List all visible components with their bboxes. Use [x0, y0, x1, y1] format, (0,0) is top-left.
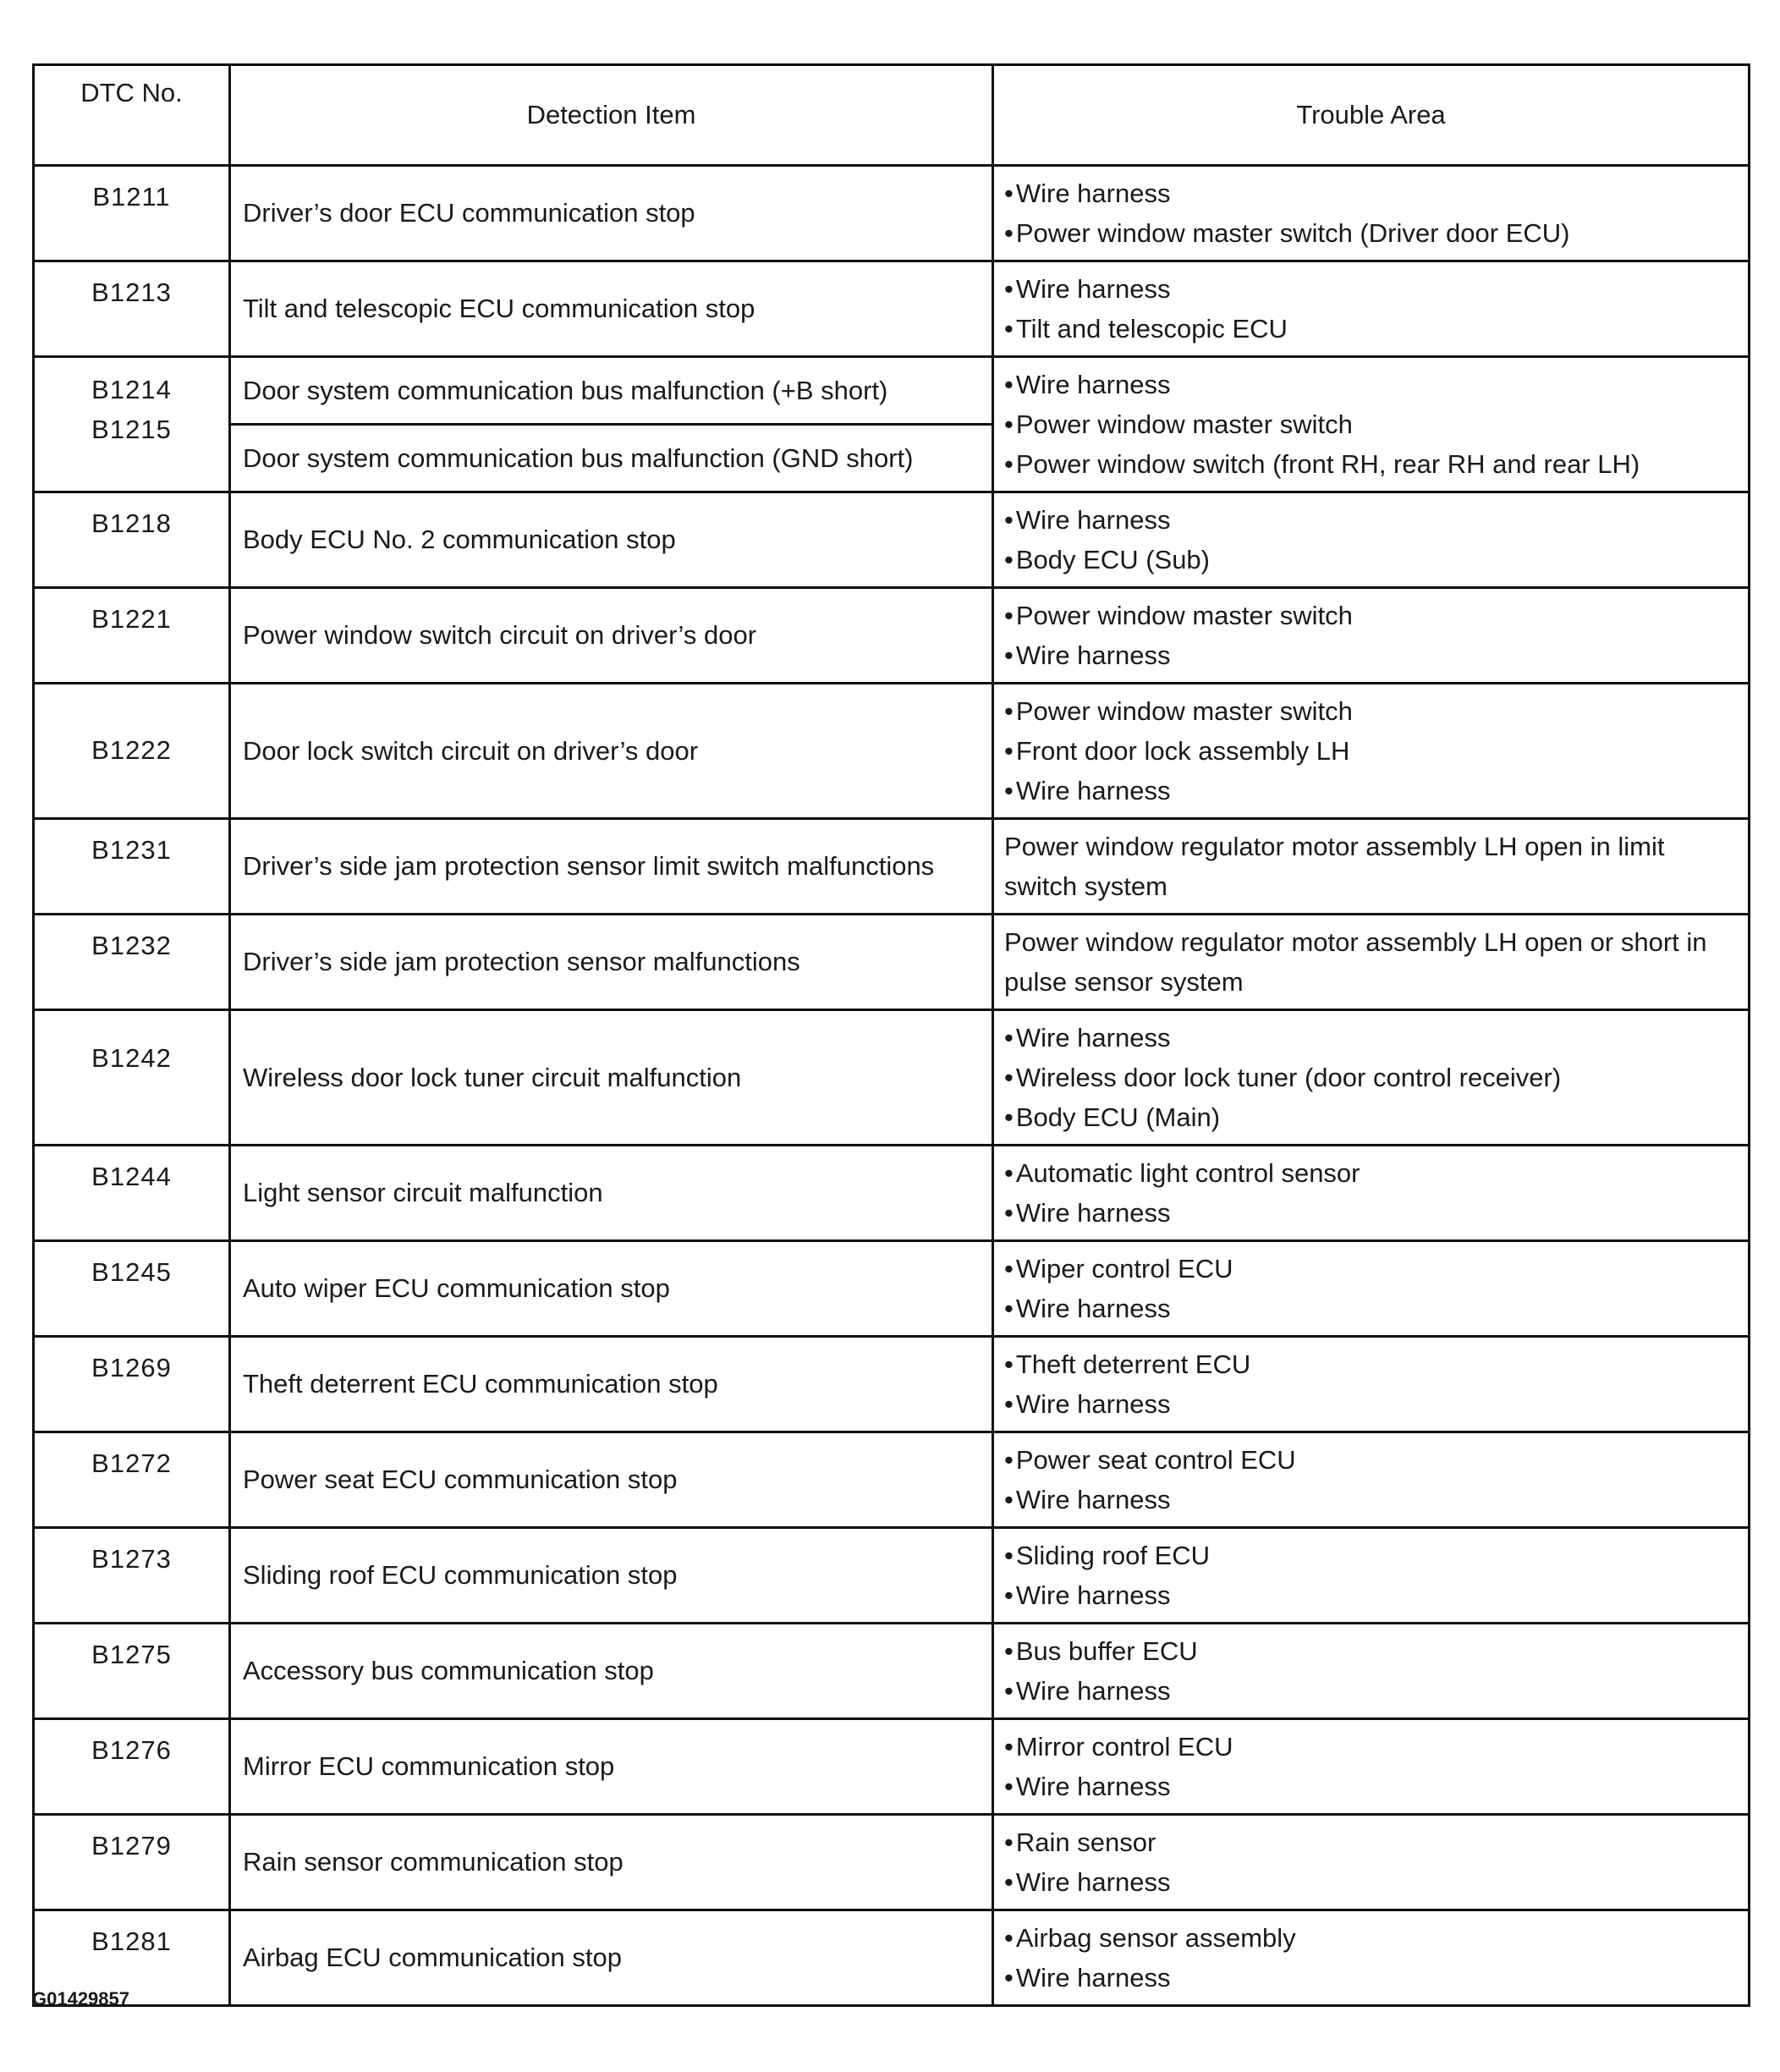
trouble-area-item: • Automatic light control sensor [1004, 1153, 1739, 1193]
table-row [34, 588, 1750, 684]
trouble-area-item: • Mirror control ECU [1004, 1727, 1739, 1767]
dtc-code: B1245 [34, 1241, 230, 1337]
table-header-row [34, 65, 1750, 166]
trouble-area-text: Power window regulator motor assembly LH open in limit switch system [1004, 832, 1665, 901]
trouble-area-item: • Wiper control ECU [1004, 1249, 1739, 1289]
detection-item: Door system communication bus malfunction (+B short) [230, 357, 993, 425]
trouble-area [993, 1528, 1750, 1624]
dtc-code [34, 357, 230, 492]
table-row [34, 261, 1750, 357]
trouble-area-item: • Wire harness [1004, 365, 1739, 404]
detection-item: Accessory bus communication stop [230, 1624, 993, 1719]
trouble-area-item: • Power window master switch [1004, 404, 1739, 444]
dtc-code: B1273 [34, 1528, 230, 1624]
dtc-code: B1232 [34, 915, 230, 1010]
detection-item: Tilt and telescopic ECU communication stop [230, 261, 993, 357]
table-row [34, 819, 1750, 915]
detection-item: Sliding roof ECU communication stop [230, 1528, 993, 1624]
table-row [34, 915, 1750, 1010]
trouble-area [993, 819, 1750, 915]
trouble-area-item: • Sliding roof ECU [1004, 1536, 1739, 1575]
detection-item: Driver’s side jam protection sensor malfunctions [230, 915, 993, 1010]
header-detection-item: Detection Item [230, 65, 993, 166]
trouble-area [993, 357, 1750, 492]
dtc-table [32, 63, 1750, 2007]
dtc-code: B1218 [34, 492, 230, 588]
detection-item: Light sensor circuit malfunction [230, 1146, 993, 1241]
trouble-area [993, 1910, 1750, 2006]
table-row [34, 1624, 1750, 1719]
dtc-code: B1222 [34, 684, 230, 819]
trouble-area [993, 261, 1750, 357]
table-row [34, 1010, 1750, 1146]
detection-item: Driver’s door ECU communication stop [230, 166, 993, 261]
trouble-area [993, 492, 1750, 588]
trouble-area [993, 1241, 1750, 1337]
dtc-code-b1215: B1215 [91, 415, 172, 444]
trouble-area-item: • Wire harness [1004, 1193, 1739, 1233]
trouble-area-text: Power window regulator motor assembly LH open or short in pulse sensor system [1004, 927, 1707, 997]
table-row [34, 1241, 1750, 1337]
trouble-area [993, 166, 1750, 261]
table-row [34, 492, 1750, 588]
detection-item: Airbag ECU communication stop [230, 1910, 993, 2006]
dtc-code: B1213 [34, 261, 230, 357]
table-row [34, 1815, 1750, 1910]
detection-item: Power window switch circuit on driver’s door [230, 588, 993, 684]
trouble-area [993, 1432, 1750, 1528]
trouble-area [993, 1624, 1750, 1719]
trouble-area [993, 915, 1750, 1010]
trouble-area-item: • Wire harness [1004, 771, 1739, 811]
trouble-area-item: • Wireless door lock tuner (door control receiver) [1004, 1058, 1739, 1097]
header-trouble-area: Trouble Area [993, 65, 1750, 166]
trouble-area-item: • Wire harness [1004, 1384, 1739, 1424]
trouble-area-item: • Front door lock assembly LH [1004, 731, 1739, 771]
dtc-code: B1281 [34, 1910, 230, 2006]
table-row [34, 357, 1750, 425]
trouble-area-item: • Bus buffer ECU [1004, 1631, 1739, 1671]
dtc-code: B1269 [34, 1337, 230, 1432]
dtc-code: B1231 [34, 819, 230, 915]
dtc-code: B1275 [34, 1624, 230, 1719]
header-dtc-no: DTC No. [34, 65, 230, 166]
detection-item: Door system communication bus malfunction (GND short) [230, 425, 993, 492]
trouble-area [993, 1146, 1750, 1241]
trouble-area-item: • Wire harness [1004, 173, 1739, 213]
trouble-area-item: • Body ECU (Sub) [1004, 540, 1739, 580]
trouble-area-item: • Power seat control ECU [1004, 1440, 1739, 1480]
trouble-area-item: • Power window master switch [1004, 596, 1739, 635]
trouble-area-item: • Wire harness [1004, 1018, 1739, 1058]
dtc-code: B1244 [34, 1146, 230, 1241]
trouble-area [993, 1337, 1750, 1432]
table-row [34, 684, 1750, 819]
trouble-area-item: • Wire harness [1004, 1575, 1739, 1615]
detection-item: Mirror ECU communication stop [230, 1719, 993, 1815]
trouble-area-item: • Power window master switch [1004, 691, 1739, 731]
dtc-code: B1276 [34, 1719, 230, 1815]
dtc-code: B1211 [34, 166, 230, 261]
detection-item: Driver’s side jam protection sensor limit switch malfunctions [230, 819, 993, 915]
trouble-area [993, 1815, 1750, 1910]
table-row [34, 1719, 1750, 1815]
detection-item: Body ECU No. 2 communication stop [230, 492, 993, 588]
trouble-area-item: • Wire harness [1004, 1767, 1739, 1806]
table-row [34, 166, 1750, 261]
trouble-area-item: • Wire harness [1004, 1671, 1739, 1711]
trouble-area [993, 684, 1750, 819]
trouble-area-item: • Wire harness [1004, 635, 1739, 675]
table-row [34, 1146, 1750, 1241]
trouble-area-item: • Wire harness [1004, 500, 1739, 540]
trouble-area-item: • Wire harness [1004, 1862, 1739, 1902]
table-row [34, 1528, 1750, 1624]
dtc-code: B1279 [34, 1815, 230, 1910]
trouble-area-item: • Wire harness [1004, 1480, 1739, 1520]
detection-item: Power seat ECU communication stop [230, 1432, 993, 1528]
detection-item: Auto wiper ECU communication stop [230, 1241, 993, 1337]
table-row [34, 1910, 1750, 2006]
trouble-area [993, 1010, 1750, 1146]
dtc-code-b1214: B1214 [91, 375, 172, 404]
detection-item: Door lock switch circuit on driver’s door [230, 684, 993, 819]
detection-item: Theft deterrent ECU communication stop [230, 1337, 993, 1432]
table-row [34, 1337, 1750, 1432]
dtc-code: B1272 [34, 1432, 230, 1528]
trouble-area-item: • Body ECU (Main) [1004, 1097, 1739, 1137]
dtc-code: B1221 [34, 588, 230, 684]
trouble-area-item: • Airbag sensor assembly [1004, 1918, 1739, 1958]
trouble-area-item: • Tilt and telescopic ECU [1004, 309, 1739, 349]
trouble-area [993, 1719, 1750, 1815]
trouble-area-item: • Wire harness [1004, 1289, 1739, 1328]
trouble-area-item: • Rain sensor [1004, 1822, 1739, 1862]
trouble-area [993, 588, 1750, 684]
figure-id: G01429857 [32, 1988, 129, 2009]
detection-item: Wireless door lock tuner circuit malfunction [230, 1010, 993, 1146]
trouble-area-item: • Power window master switch (Driver door ECU) [1004, 213, 1739, 253]
trouble-area-item: • Theft deterrent ECU [1004, 1344, 1739, 1384]
trouble-area-item: • Power window switch (front RH, rear RH and rear LH) [1004, 444, 1739, 484]
trouble-area-item: • Wire harness [1004, 1958, 1739, 1998]
dtc-code: B1242 [34, 1010, 230, 1146]
table-row [34, 1432, 1750, 1528]
detection-item: Rain sensor communication stop [230, 1815, 993, 1910]
trouble-area-item: • Wire harness [1004, 269, 1739, 309]
